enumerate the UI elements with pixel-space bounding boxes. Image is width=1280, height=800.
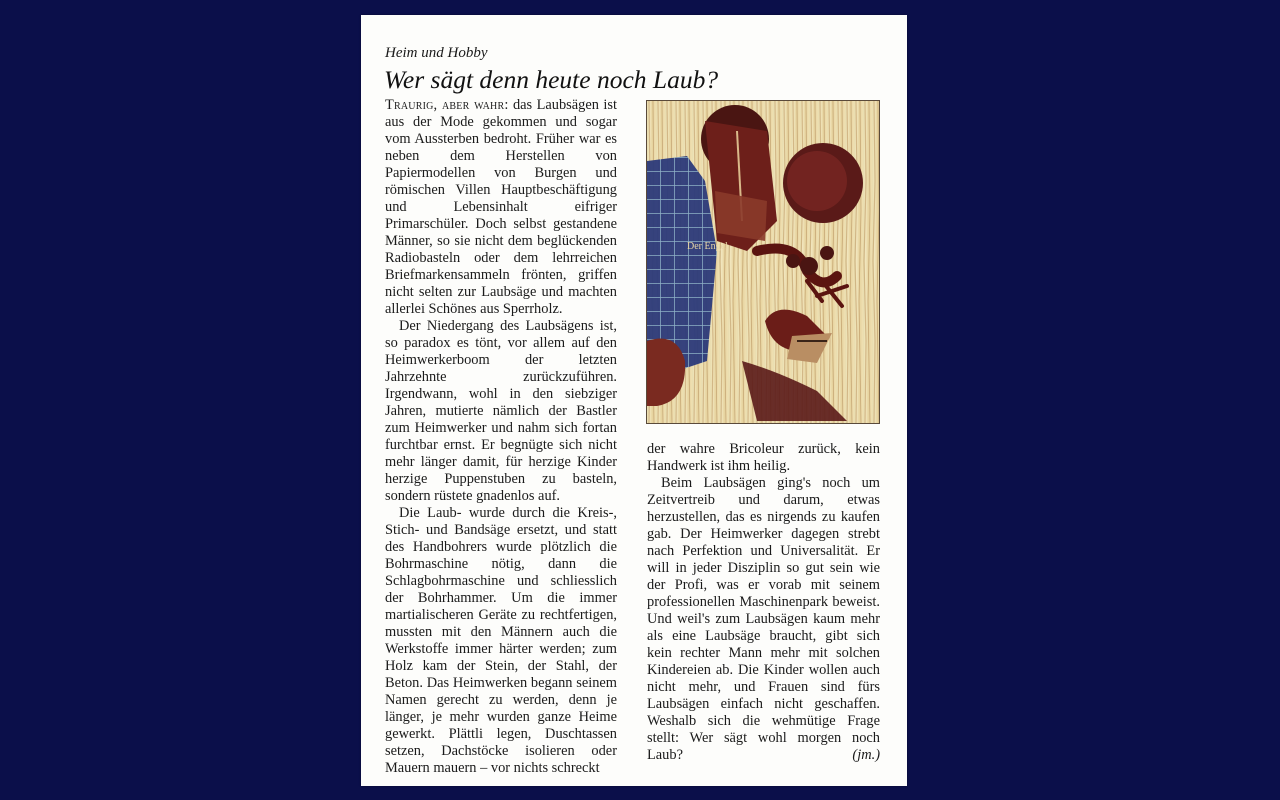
magazine-page (361, 15, 907, 786)
paragraph: Beim Laubsägen ging's noch um Zeitvertreib und darum, etwas herzustellen, das es nirgends zu kaufen gab. Der Heimwerker dagegen strebt nach Perfektion und Universalität. Er will in jeder Disziplin so gut sein wie der Profi, was er vorab mit seinem professionellen Maschinenpark beweist. Und weil's zum Laubsägen kaum mehr als eine Laubsäge braucht, gibt sich kein rechter Mann mehr mit solchen Kindereien ab. Die Kinder wollen auch nicht mehr, und Frauen sind fürs Laubsägen einfach nicht geschaffen. Weshalb sich die wehmütige Frage stellt: Wer sägt wohl morgen noch Laub? (jm.) (647, 475, 880, 763)
article-headline: Wer sägt denn heute noch Laub? (384, 65, 719, 94)
illustration-lettering: Der Engel (687, 241, 728, 252)
paragraph: Der Niedergang des Laubsägens ist, so paradox es tönt, vor allem auf den Heimwerkerboom der letzten Jahrzehnte zurückzuführen. Irgendwann, wohl in den siebziger Jahren, mutierte nämlich der Bastler zum Heimwerker und nahm sich fortan furchtbar ernst. Er begnügte sich nicht mehr länger damit, für herzige Kinder herzige Puppenstuben zu basteln, sondern rüstete gnadenlos auf. (385, 318, 617, 504)
text-column-right (647, 441, 880, 764)
paragraph: Traurig, aber wahr: das Laubsägen ist aus der Mode gekommen und sogar vom Aussterben bedroht. Früher war es neben dem Herstellen von Papiermodellen von Burgen und römischen Villen Hauptbeschäftigung und Lebensinhalt eifriger Primarschüler. Doch selbst gestandene Männer, so sie nicht dem beglückenden Radiobasteln oder dem lehrreichen Briefmarkensammeln frönten, griffen nicht selten zur Laubsäge und machten allerlei Schönes aus Sperrholz. (385, 97, 617, 317)
author-signature: (jm.) (852, 747, 880, 763)
fretwork-illustration (646, 100, 880, 424)
section-kicker: Heim und Hobby (385, 45, 488, 61)
paragraph: Die Laub- wurde durch die Kreis-, Stich- und Bandsäge ersetzt, und statt des Handbohrers wurde plötzlich die Bohrmaschine nötig, dann die Schlagbohrmaschine und schliesslich der Bohrhammer. Um die immer martialischeren Geräte zu rechtfertigen, mussten mit den Männern auch die Werkstoffe immer härter werden; zum Holz kam der Stein, der Stahl, der Beton. Das Heimwerken begann seinem Namen gerecht zu werden, denn je länger, je mehr wurden ganze Heime gewerkt. Plättli legen, Duschtassen setzen, Dachstöcke isolieren oder Mauern mauern – vor nichts schreckt (385, 505, 617, 776)
lead-in: Traurig, aber wahr: (385, 97, 509, 113)
paragraph: der wahre Bricoleur zurück, kein Handwerk ist ihm heilig. (647, 441, 880, 474)
text-column-left (385, 97, 617, 777)
